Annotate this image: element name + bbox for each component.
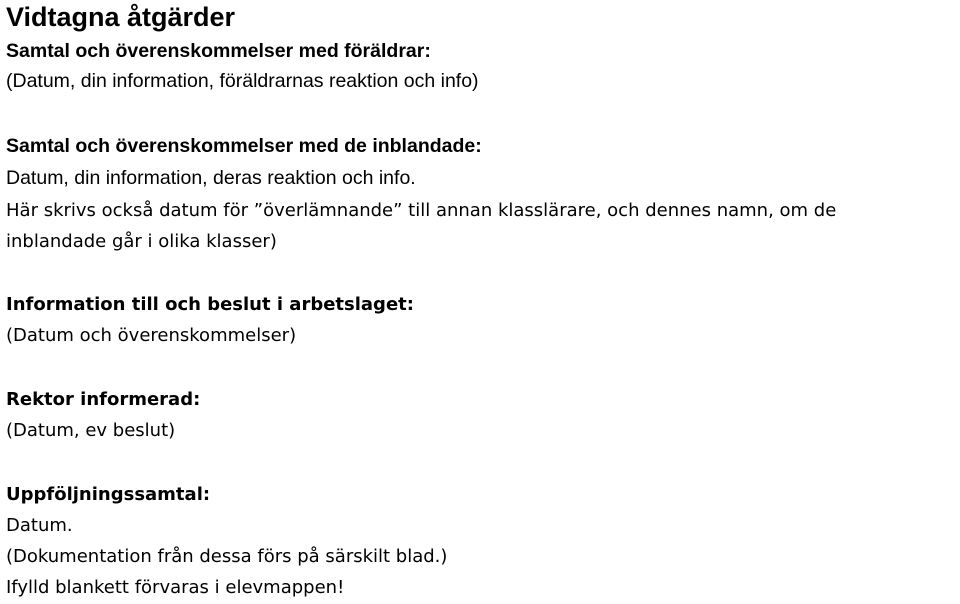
section-heading-followup: Uppföljningssamtal: bbox=[6, 484, 211, 505]
section-heading-parents: Samtal och överenskommelser med föräldrar: bbox=[6, 40, 431, 62]
section-text-parents: (Datum, din information, föräldrarnas reaktion och info) bbox=[6, 70, 479, 92]
section-text-followup-1: Datum. bbox=[6, 515, 73, 536]
section-text-principal: (Datum, ev beslut) bbox=[6, 420, 176, 441]
section-heading-team: Information till och beslut i arbetslaget: bbox=[6, 294, 414, 315]
section-text-team: (Datum och överenskommelser) bbox=[6, 325, 297, 346]
section-heading-involved: Samtal och överenskommelser med de inblandade: bbox=[6, 135, 482, 157]
section-text-followup-3: Ifylld blankett förvaras i elevmappen! bbox=[6, 577, 345, 598]
section-heading-principal: Rektor informerad: bbox=[6, 389, 201, 410]
section-text-involved-2: Här skrivs också datum för ”överlämnande” till annan klasslärare, och dennes namn, om de bbox=[6, 200, 837, 221]
section-text-involved-3: inblandade går i olika klasser) bbox=[6, 231, 277, 252]
document-title: Vidtagna åtgärder bbox=[6, 2, 236, 32]
section-text-followup-2: (Dokumentation från dessa förs på särskilt blad.) bbox=[6, 546, 448, 567]
section-text-involved-1: Datum, din information, deras reaktion och info. bbox=[6, 167, 416, 189]
